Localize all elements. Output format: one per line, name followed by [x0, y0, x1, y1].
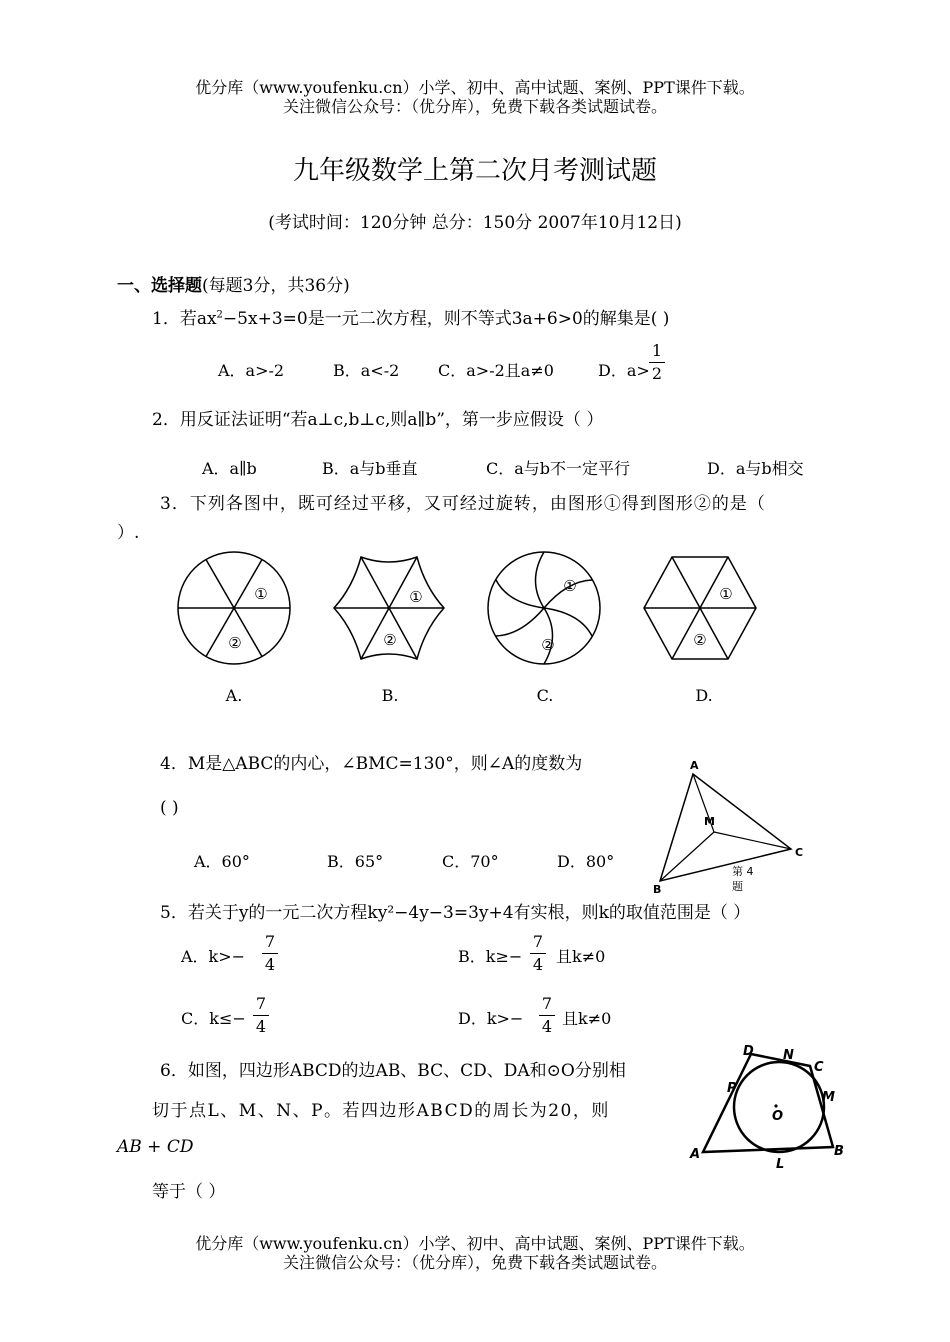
q2-option-d: D．a与b相交	[707, 459, 804, 478]
section-label: 一、选择题	[117, 276, 202, 296]
q6-center-dot	[774, 1104, 777, 1107]
q4-label-a: A	[690, 759, 699, 772]
q5c-frac-num: 7	[255, 994, 267, 1013]
q1-frac-den: 2	[651, 364, 663, 383]
q3b-mark1: ①	[409, 588, 423, 606]
q3-figure-d	[643, 556, 757, 660]
q6-expression: AB + CD	[117, 1137, 194, 1157]
q4-label-b: B	[653, 883, 662, 896]
q5b-frac-num: 7	[532, 932, 544, 951]
q4-option-a: A．60°	[194, 852, 250, 871]
q6-incircle	[734, 1062, 824, 1152]
q3-label-c: C.	[536, 686, 554, 705]
q2-option-b: B．a与b垂直	[322, 459, 418, 478]
q5-option-a: A．k>−	[181, 947, 246, 966]
q1-option-a: A．a>-2	[218, 361, 285, 380]
footer-line-1: 优分库（www.youfenku.cn）小学、初中、高中试题、案例、PPT课件下载。	[195, 1234, 755, 1253]
q3-figure-c	[487, 551, 601, 665]
header-line-2: 关注微信公众号：（优分库），免费下载各类试题试卷。	[282, 97, 667, 116]
q3b-mark2: ②	[383, 631, 397, 649]
q3-stem-line1: 3．下列各图中，既可经过平移，又可经过旋转，由图形①得到图形②的是（	[160, 494, 766, 514]
q5b-frac-den: 4	[532, 955, 544, 974]
q3a-mark1: ①	[254, 585, 268, 603]
q1-option-b: B．a<-2	[333, 361, 400, 380]
q4-label-m: M	[704, 815, 715, 828]
q5-option-b-fraction	[530, 933, 546, 974]
q3d-mark1: ①	[719, 585, 733, 603]
q6-label-m: M	[822, 1090, 835, 1105]
q1-stem-pre: 1．若ax	[152, 309, 217, 329]
q2-option-a: A．a∥b	[202, 459, 257, 478]
q3-label-b: B.	[381, 686, 399, 705]
q6-label-a: A	[690, 1147, 701, 1162]
q1-option-d: D．a>	[598, 361, 650, 380]
q3c-mark1: ①	[563, 577, 577, 595]
q5-option-d-fraction	[539, 995, 555, 1036]
q3-figure-a	[177, 551, 291, 665]
q5-option-a-fraction	[262, 933, 278, 974]
q5-stem: 5．若关于y的一元二次方程ky²−4y−3=3y+4有实根，则k的取值范围是（ ）	[160, 903, 751, 923]
header-line-1: 优分库（www.youfenku.cn）小学、初中、高中试题、案例、PPT课件下载。	[195, 78, 755, 97]
q4-triangle-figure	[650, 756, 810, 896]
q4-caption-1: 第 4	[732, 865, 754, 878]
q5d-frac-den: 4	[541, 1017, 553, 1036]
q4-caption-2: 题	[732, 880, 743, 893]
q5c-frac-den: 4	[255, 1017, 267, 1036]
q3c-curve-1	[536, 552, 545, 608]
q6-label-p: P	[727, 1081, 737, 1096]
q3-stem-line2: ）.	[117, 523, 140, 543]
q4-option-d: D．80°	[557, 852, 615, 871]
q3-figure-b	[333, 555, 445, 661]
q1-frac-num: 1	[651, 341, 663, 360]
q6-stem-line1: 6．如图，四边形ABCD的边AB、BC、CD、DA和⊙O分别相	[160, 1061, 626, 1081]
q3-label-d: D.	[695, 686, 713, 705]
q1-sup: 2	[216, 309, 223, 321]
q6-stem-line2: 切于点L、M、N、P。若四边形ABCD的周长为20，则	[152, 1101, 610, 1121]
q5-option-b: B．k≥−	[458, 947, 523, 966]
q5a-frac-num: 7	[264, 932, 276, 951]
q1-stem	[152, 304, 669, 329]
q5a-frac-den: 4	[264, 955, 276, 974]
q6-label-d: D	[743, 1044, 754, 1059]
q1-stem-post: −5x+3=0是一元二次方程，则不等式3a+6>0的解集是( )	[222, 309, 670, 329]
q4-label-c: C	[795, 846, 804, 859]
q3d-mark2: ②	[693, 631, 707, 649]
q6-label-c: C	[814, 1060, 824, 1075]
q6-label-b: B	[834, 1144, 844, 1159]
q5-option-b-suffix: 且k≠0	[556, 947, 606, 966]
q6-question: 等于（ ）	[152, 1182, 226, 1202]
q4-stem: 4．M是△ABC的内心，∠BMC=130°，则∠A的度数为	[160, 754, 583, 774]
q4-paren: ( )	[160, 798, 179, 818]
q3a-mark2: ②	[228, 634, 242, 652]
footer-line-2: 关注微信公众号：（优分库），免费下载各类试题试卷。	[282, 1253, 667, 1272]
q5-option-d: D．k>−	[458, 1009, 524, 1028]
q5-option-c-fraction	[253, 995, 269, 1036]
q4-triangle	[660, 774, 791, 881]
q5-option-c: C．k≤−	[181, 1009, 246, 1028]
q6-label-o: O	[772, 1109, 784, 1124]
q1-option-c: C．a>-2且a≠0	[438, 361, 554, 380]
q3c-mark2: ②	[541, 636, 555, 654]
q5-option-d-suffix: 且k≠0	[562, 1009, 612, 1028]
section-heading	[117, 271, 350, 296]
section-note: (每题3分，共36分)	[202, 276, 350, 296]
q2-option-c: C．a与b不一定平行	[486, 459, 631, 478]
q3c-curve-5	[496, 608, 544, 636]
q6-quadrilateral-figure	[683, 1044, 848, 1170]
q3-label-a: A.	[225, 686, 243, 705]
q6-label-l: L	[776, 1157, 785, 1172]
q4-option-b: B．65°	[327, 852, 384, 871]
exam-subtitle: (考试时间：120分钟 总分：150分 2007年10月12日)	[268, 213, 682, 233]
q4-option-c: C．70°	[442, 852, 499, 871]
q1-option-d-fraction	[649, 342, 665, 383]
q2-stem: 2．用反证法证明“若a⊥c,b⊥c,则a∥b”，第一步应假设（ ）	[152, 410, 604, 430]
exam-title: 九年级数学上第二次月考测试题	[292, 156, 657, 186]
q6-label-n: N	[783, 1048, 794, 1063]
q5d-frac-num: 7	[541, 994, 553, 1013]
